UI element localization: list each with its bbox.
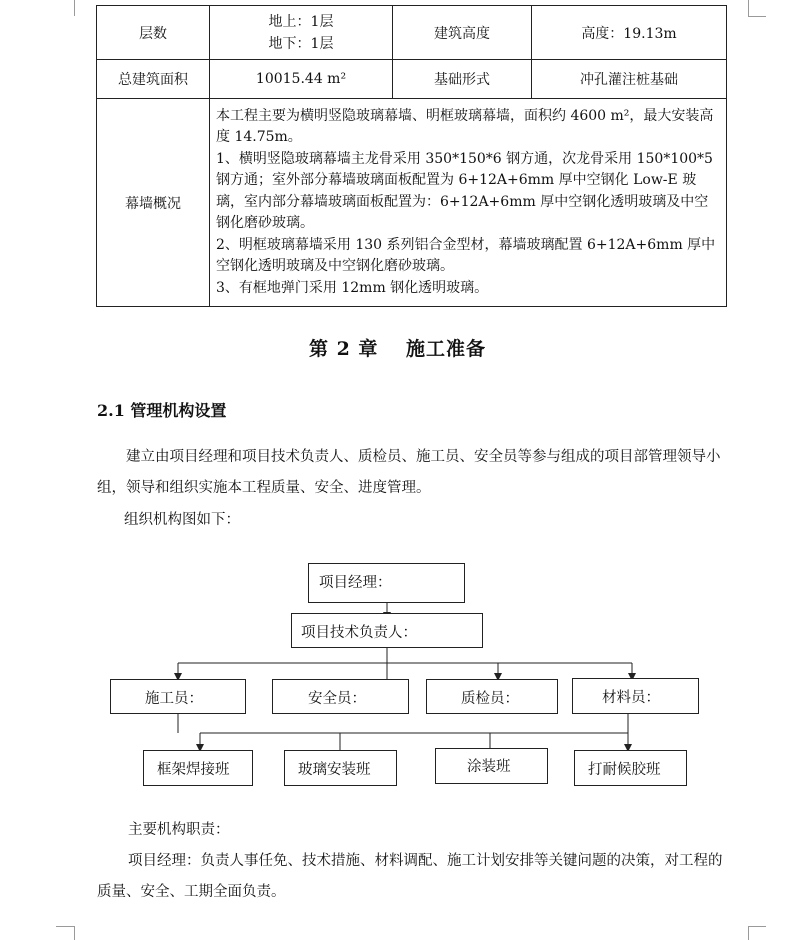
org-box-glass-install-team: 玻璃安装班: [284, 750, 397, 786]
project-manager-duty: 项目经理：负责人事任免、技术措施、材料调配、施工计划安排等关键问题的决策，对工程的质量、安全、工期全面负责。: [97, 853, 723, 900]
overview-paragraph: 1、横明竖隐玻璃幕墙主龙骨采用 350*150*6 钢方通，次龙骨采用 150*100*5 钢方通；室外部分幕墙玻璃面板配置为 6+12A+6mm 厚中空钢化 Low-E 玻璃，室内部分幕墙玻璃面板配置为：6+12A+6mm 厚中空钢化透明玻璃及中空钢化磨砂玻璃。: [216, 150, 713, 232]
overview-paragraph: 2、明框玻璃幕墙采用 130 系列铝合金型材，幕墙玻璃配置 6+12A+6mm 厚中空钢化透明玻璃及中空钢化磨砂玻璃。: [216, 236, 716, 275]
org-chart-intro: 组织机构图如下：: [124, 512, 240, 528]
table-cell-label: 建筑高度: [393, 6, 532, 60]
table-cell-value: 冲孔灌注桩基础: [532, 60, 727, 99]
org-box-welding-team: 框架焊接班: [143, 750, 253, 786]
chapter-title: 第 2 章 施工准备: [308, 338, 487, 360]
intro-paragraph: 建立由项目经理和项目技术负责人、质检员、施工员、安全员等参与组成的项目部管理领导小组，领导和组织实施本工程质量、安全、进度管理。: [97, 449, 721, 496]
org-box-coating-team: 涂装班: [435, 748, 548, 784]
table-cell-label: 总建筑面积: [97, 60, 210, 99]
org-box-sealant-team: 打耐候胶班: [574, 750, 687, 786]
floors-below: 地下：1层: [268, 35, 334, 52]
org-box-project-manager: 项目经理：: [308, 563, 465, 603]
overview-paragraph: 3、有框地弹门采用 12mm 钢化透明玻璃。: [216, 279, 489, 296]
floors-above: 地上：1层: [268, 13, 334, 30]
org-box-quality-inspector: 质检员：: [426, 679, 558, 714]
table-cell-value: 高度：19.13m: [532, 6, 727, 60]
table-cell-label: 幕墙概况: [97, 99, 210, 307]
org-box-construction-worker: 施工员：: [110, 679, 246, 714]
table-cell-value: 10015.44 m²: [210, 60, 393, 99]
org-box-safety-officer: 安全员：: [272, 679, 409, 714]
org-box-material-officer: 材料员：: [572, 678, 699, 714]
org-box-technical-lead: 项目技术负责人：: [291, 613, 483, 648]
overview-paragraph: 本工程主要为横明竖隐玻璃幕墙、明框玻璃幕墙，面积约 4600 m²，最大安装高度 14.75m。: [216, 107, 714, 146]
table-cell-label: 基础形式: [393, 60, 532, 99]
section-title: 2.1 管理机构设置: [97, 401, 227, 420]
table-cell-label: 层数: [97, 6, 210, 60]
duties-heading: 主要机构职责：: [128, 822, 230, 838]
